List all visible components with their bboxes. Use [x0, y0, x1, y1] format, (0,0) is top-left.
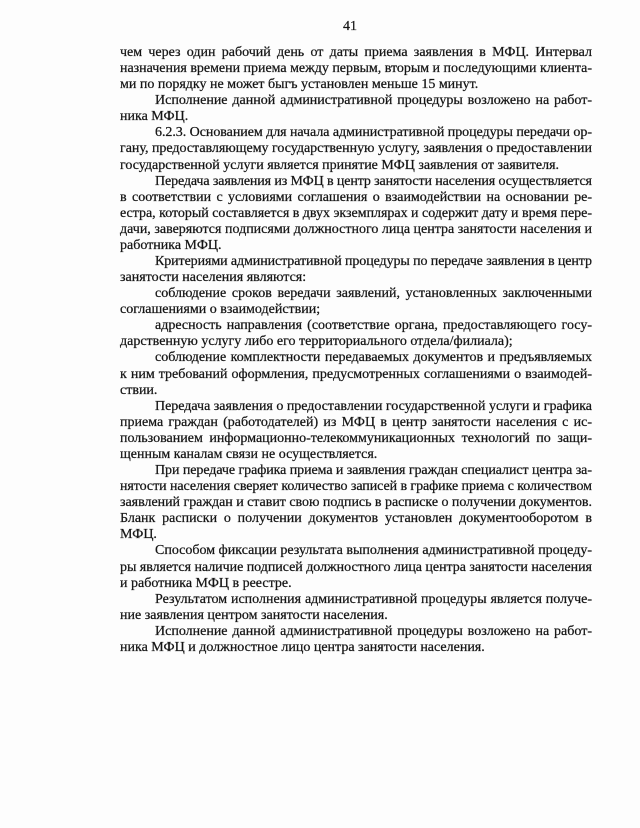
text-line: щенным каналам связи не осуществляется.: [120, 446, 378, 462]
text-line: МФЦ.: [120, 527, 157, 543]
paragraph: [120, 254, 592, 286]
text-line: естра, который составляется в двух экземплярах и содержит дату и время пере-: [120, 205, 592, 221]
page-number: 41: [343, 19, 357, 34]
text-line: Передача заявления из МФЦ в центр занятости населения осуществляется: [155, 173, 592, 189]
text-line: Передача заявления о предоставлении государственной услуги и графика: [155, 398, 592, 414]
text-line: гану, предоставляющему государственную услугу, заявления о предоставлении: [120, 141, 592, 157]
list-item: [120, 318, 592, 350]
text-line: ми по порядку не может быгъ установлен меньше 15 минут.: [120, 77, 479, 93]
text-line: работника МФЦ.: [120, 237, 222, 253]
text-line: Критериями административной процедуры по передаче заявления в центр: [155, 254, 592, 270]
text-line: пользованием информационно-телекоммуникационных технологий по защи-: [120, 430, 592, 446]
text-line: соблюдение комплектности передаваемых документов и предъявляемых: [155, 350, 592, 366]
text-line: занятости населения являются:: [120, 270, 307, 286]
text-line: Исполнение данной административной процедуры возложено на работ-: [155, 623, 592, 639]
text-line: соблюдение сроков вередачи заявлений, установленных заключенными: [155, 286, 592, 302]
text-line: Бланк расписки о получении документов установлен документооборотом в: [120, 511, 592, 527]
text-line: ры является наличие подписей должностного лица центра занятости населения: [120, 559, 592, 575]
paragraph: [120, 45, 592, 93]
list-item: [120, 286, 592, 318]
paragraph: [120, 624, 592, 656]
text-line: и работника МФЦ в реестре.: [120, 575, 292, 591]
paragraph: [120, 125, 592, 173]
text-line: ствии.: [120, 382, 158, 398]
text-line: назначения времени приема между первым, вторым и последующими клиента-: [120, 61, 592, 77]
list-item: [120, 350, 592, 398]
paragraph: [120, 93, 592, 125]
paragraph: [120, 543, 592, 591]
text-line: нятости населения сверяет количество записей в графике приема с количеством: [120, 479, 592, 495]
text-line: ние заявления центром занятости населения.: [120, 607, 388, 623]
text-line: 6.2.3. Основанием для начала административной процедуры передачи ор-: [155, 125, 592, 141]
text-line: ника МФЦ.: [120, 109, 189, 125]
text-line: соглашениями о взаимодействии;: [120, 302, 321, 318]
text-line: При передаче графика приема и заявления граждан специалист центра за-: [155, 463, 592, 479]
text-line: в соответствии с условиями соглашения о взаимодействии на основании ре-: [120, 189, 592, 205]
text-line: к ним требований оформления, предусмотренных соглашениями о взаимодей-: [120, 366, 592, 382]
text-line: приема граждан (работодателей) из МФЦ в центр занятости населения с ис-: [120, 414, 592, 430]
text-line: адресность направления (соответствие органа, предоставляющего госу-: [155, 318, 592, 334]
text-line: заявлений граждан и ставит свою подпись в расписке о получении документов.: [120, 495, 592, 511]
paragraph: [120, 399, 592, 463]
text-line: чем через один рабочий день от даты приема заявления в МФЦ. Интервал: [120, 45, 592, 60]
text-line: Исполнение данной административной процедуры возложено на работ-: [155, 93, 592, 109]
paragraph: [120, 463, 592, 543]
text-line: Способом фиксации результата выполнения административной процеду-: [155, 543, 592, 559]
text-line: Результатом исполнения административной процедуры является получе-: [155, 591, 592, 607]
paragraph: [120, 174, 592, 254]
text-line: государственной услуги является принятие МФЦ заявления от заявителя.: [120, 157, 560, 173]
text-line: ника МФЦ и должностное лицо центра занятости населения.: [120, 639, 485, 655]
text-line: дарственную услугу либо его территориального отдела/филиала);: [120, 334, 513, 350]
paragraph: [120, 592, 592, 624]
text-line: дачи, заверяются подписями должностного лица центра занятости населения и: [120, 221, 592, 237]
document-body: [120, 45, 592, 656]
